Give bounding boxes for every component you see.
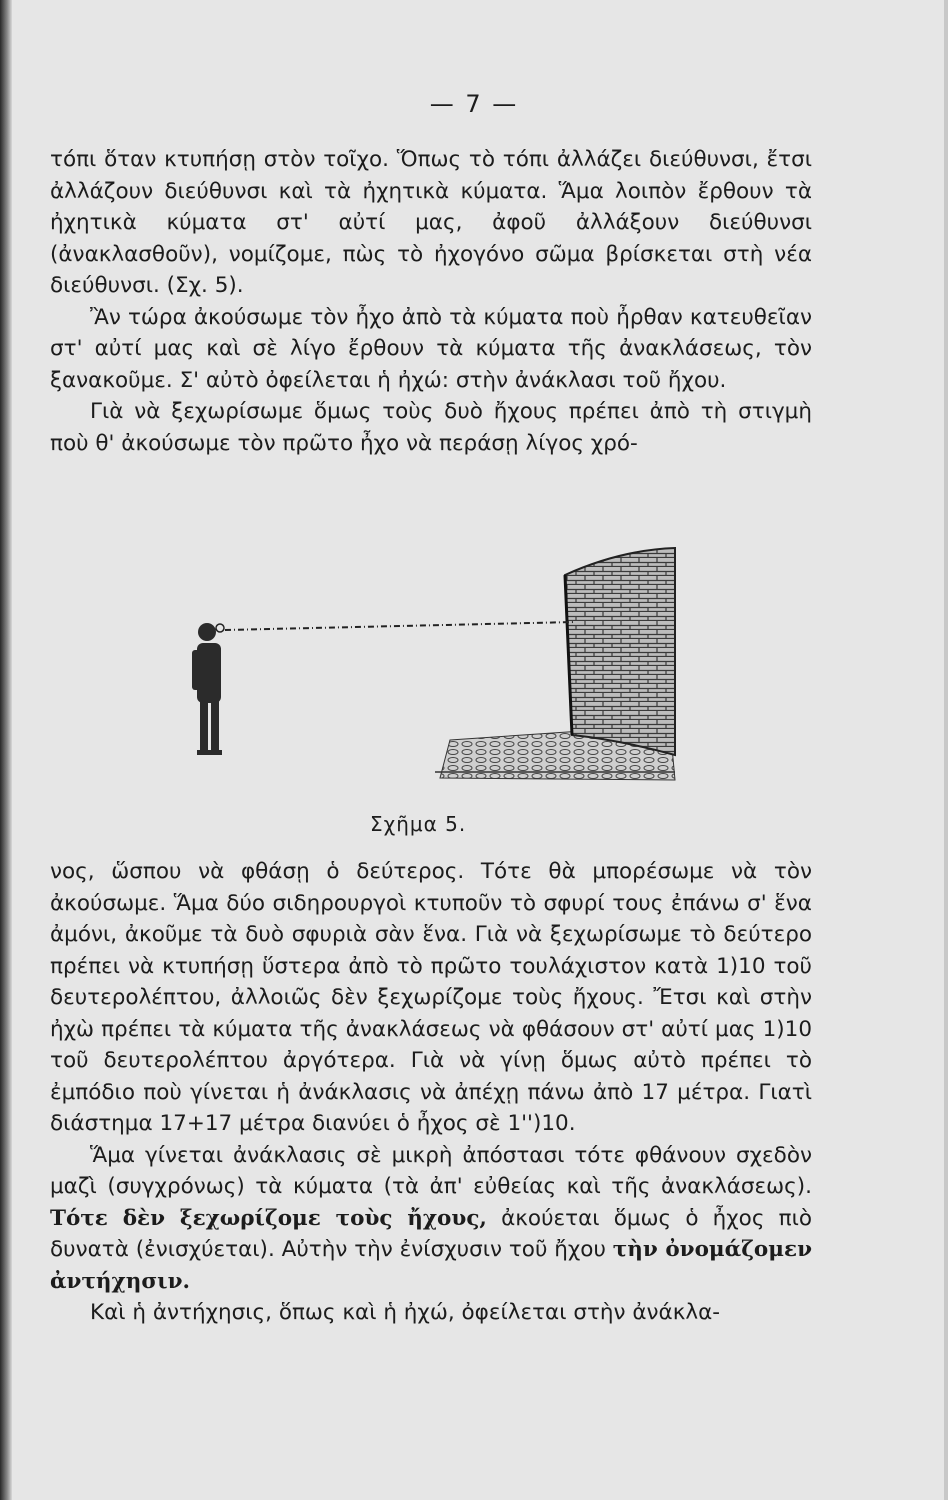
paragraph: νος, ὥσπου νὰ φθάσῃ ὁ δεύτερος. Τότε θὰ μπορέσωμε νὰ τὸν ἀκούσωμε. Ἅμα δύο σιδηρουργοὶ κτυποῦν τὸ σφυρί τους ἐπάνω σ' ἕνα ἀμόνι, ἀκοῦμε τὰ δυὸ σφυριὰ σὰν ἕνα. Γιὰ νὰ ξεχωρίσωμε τὸ δεύτερο πρέπει νὰ κτυπήσῃ ὕστερα ἀπὸ τὸ πρῶτο τουλάχιστον κατὰ 1)10 τοῦ δευτερολέπτου, ἀλλοιῶς δὲν ξεχωρίζομε τοὺς ἤχους. Ἔτσι καὶ στὴν ἠχὼ πρέπει τὰ κύματα τῆς ἀνακλάσεως νὰ φθάσουν στ' αὐτί μας 1)10 τοῦ δευτερολέπτου ἀργότερα. Γιὰ νὰ γίνῃ ὅμως αὐτὸ πρέπει τὸ ἐμπόδιο ποὺ γίνεται ἡ ἀνάκλασις νὰ ἀπέχῃ πάνω ἀπὸ 17 μέτρα. Γιατὶ διάστημα 17+17 μέτρα διανύει ὁ ἦχος σὲ 1'')10. (50, 859, 812, 1136)
binding-edge (0, 0, 12, 1500)
echo-illustration (180, 540, 700, 790)
paragraph: Καὶ ἡ ἀντήχησις, ὅπως καὶ ἡ ἠχώ, ὀφείλεται στὴν ἀνάκλα- (90, 1300, 721, 1325)
brick-wall (565, 548, 675, 755)
paragraph: τόπι ὅταν κτυπήσῃ στὸν τοῖχο. Ὅπως τὸ τόπι ἀλλάζει διεύθυνσι, ἔτσι ἀλλάζουν διεύθυνσι καὶ τὰ ἠχητικὰ κύματα. Ἅμα λοιπὸν ἔρθουν τὰ ἠχητικὰ κύματα στ' αὐτί μας, ἀφοῦ ἀλλάξουν διεύθυνσι (ἀνακλασθοῦν), νομίζομε, πὼς τὸ ἠχογόνο σῶμα βρίσκεται στὴ νέα διεύθυνσι. (Σχ. 5). (50, 147, 812, 298)
standing-man (192, 623, 222, 755)
text-block-top (50, 144, 812, 459)
page-edge (944, 0, 948, 1500)
paragraph (50, 1140, 812, 1298)
page-number: — 7 — (429, 90, 519, 118)
paragraph-text: ἀκούεται ὅμως ὁ ἦχος πιὸ δυνατὰ (ἐνισχύεται). Αὐτὴν τὴν ἐνίσχυσιν τοῦ ἤχου (50, 1205, 812, 1262)
text-block-bottom (50, 856, 812, 1329)
bold-phrase: τὴν ὀνομάζομεν ἀντήχησιν. (50, 1237, 812, 1294)
paragraph: Γιὰ νὰ ξεχωρίσωμε ὅμως τοὺς δυὸ ἤχους πρέπει ἀπὸ τὴ στιγμὴ ποὺ θ' ἀκούσωμε τὸν πρῶτο ἦχο νὰ περάσῃ λίγος χρό- (50, 399, 812, 456)
sound-source (216, 624, 224, 632)
sound-path (225, 622, 575, 630)
figure-caption: Σχῆμα 5. (370, 812, 467, 836)
paragraph-text: Ἅμα γίνεται ἀνάκλασις σὲ μικρὴ ἀπόστασι τότε φθάνουν σχεδὸν μαζὶ (συγχρόνως) τὰ κύματα (τὰ ἀπ' εὐθείας καὶ τῆς ἀνακλάσεως). (50, 1142, 812, 1199)
paragraph: Ἂν τώρα ἀκούσωμε τὸν ἦχο ἀπὸ τὰ κύματα ποὺ ἦρθαν κατευθεῖαν στ' αὐτί μας καὶ σὲ λίγο ἔρθουν τὰ κύματα τῆς ἀνακλάσεως, τὸν ξανακοῦμε. Σ' αὐτὸ ὀφείλεται ἡ ἠχώ: στὴν ἀνάκλασι τοῦ ἤχου. (50, 304, 812, 393)
bold-phrase: Τότε δὲν ξεχωρίζομε τοὺς ἤχους, (50, 1205, 487, 1231)
